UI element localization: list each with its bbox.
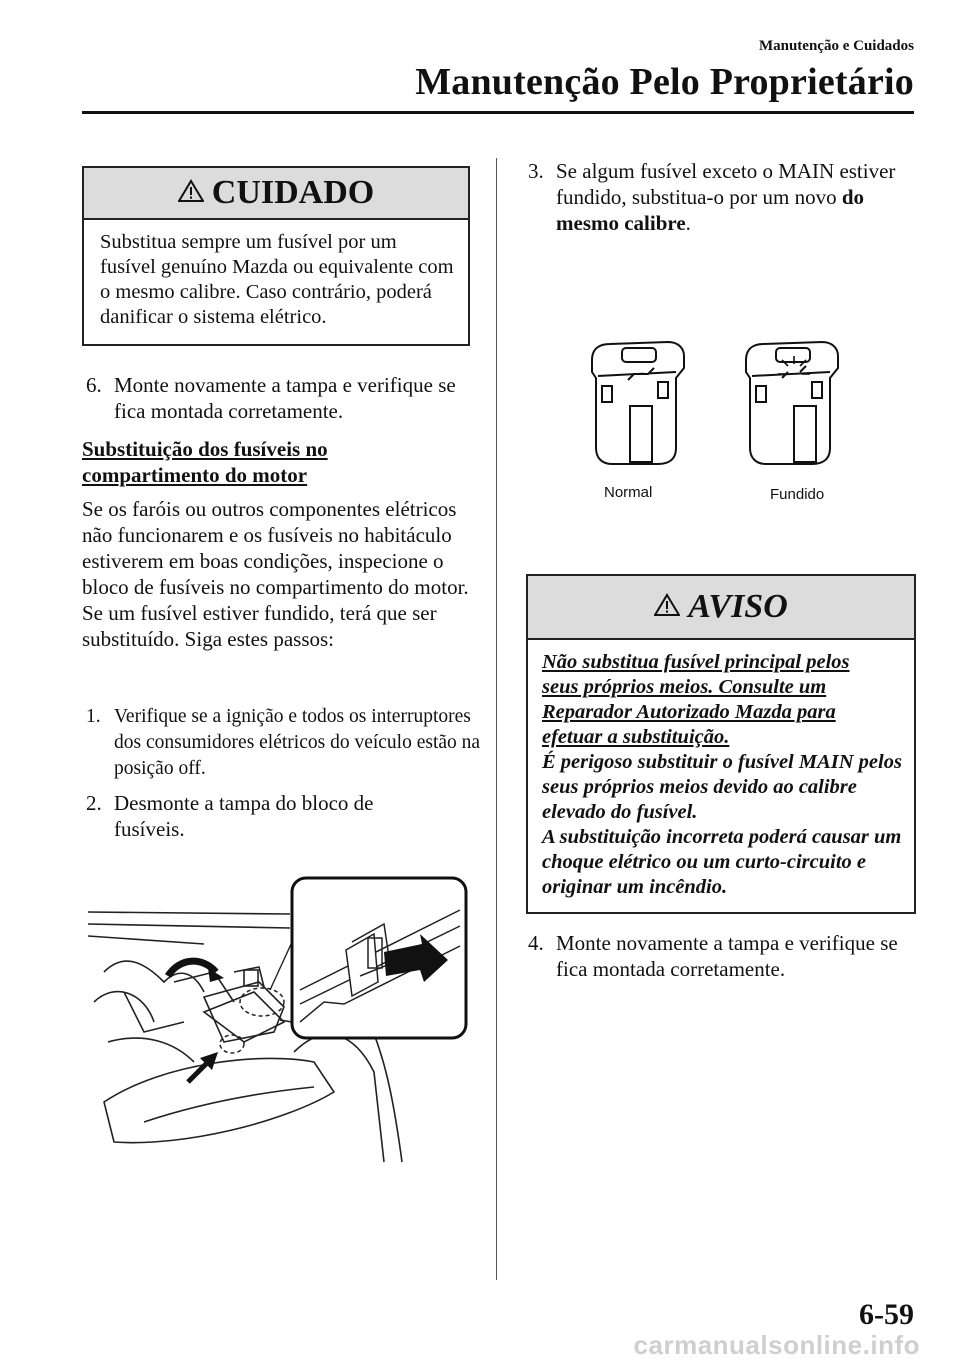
- step-3-text-c: .: [685, 211, 691, 235]
- aviso-underlined-line-3: Reparador Autorizado Mazda para: [542, 701, 836, 723]
- step-6-number: 6.: [86, 373, 102, 397]
- step-3-text-a: Se algum fusível exceto o MAIN estiver fundido, substitua-o por um novo: [556, 159, 896, 209]
- step-1-text: Verifique se a ignição e todos os interruptores dos consumidores elétricos do veículo estão na posição off.: [114, 706, 481, 779]
- section-label: Manutenção e Cuidados: [758, 38, 914, 54]
- step-2: [86, 790, 386, 842]
- column-divider: [496, 158, 497, 1280]
- step-2-number: 2.: [86, 791, 102, 815]
- aviso-header: [528, 576, 914, 640]
- fuse-normal-caption: Normal: [604, 484, 653, 501]
- page-title: Manutenção Pelo Proprietário: [415, 61, 914, 103]
- fuse-normal-illustration: [588, 338, 688, 468]
- step-6: [86, 372, 482, 424]
- warning-triangle-icon: [654, 588, 680, 626]
- step-4: [528, 930, 912, 982]
- fuse-blown-illustration: [742, 338, 842, 468]
- step-6-text: Monte novamente a tampa e verifique se fica montada corretamente.: [114, 373, 456, 423]
- aviso-box: [526, 574, 916, 914]
- cuidado-box: [82, 166, 470, 346]
- aviso-underlined-line-1: Não substitua fusível principal pelos: [542, 651, 850, 673]
- section-heading-line2: compartimento do motor: [82, 463, 308, 487]
- watermark-text: carmanualsonline.info: [633, 1330, 920, 1360]
- header-rule: [82, 111, 914, 114]
- aviso-underlined-line-2: seus próprios meios. Consulte um: [542, 676, 827, 698]
- page-number: 6-59: [859, 1298, 914, 1331]
- section-heading: [82, 436, 482, 488]
- step-3-number: 3.: [528, 159, 544, 183]
- step-2-text: Desmonte a tampa do bloco de fusíveis.: [114, 791, 374, 841]
- aviso-paragraph-1: É perigoso substituir o fusível MAIN pelos seus próprios meios devido ao calibre elevado do fusível.: [542, 751, 902, 823]
- step-4-number: 4.: [528, 931, 544, 955]
- warning-triangle-icon: [178, 174, 204, 212]
- cuidado-text: Substitua sempre um fusível por um fusível genuíno Mazda ou equivalente com o mesmo calibre. Caso contrário, poderá danificar o sistema elétrico.: [100, 231, 454, 328]
- step-1-number: 1.: [86, 706, 101, 727]
- cuidado-header: [84, 168, 468, 220]
- section-heading-line1: Substituição dos fusíveis no: [82, 437, 328, 461]
- fuse-blown-caption: Fundido: [770, 486, 825, 503]
- aviso-paragraph-2: A substituição incorreta poderá causar um choque elétrico ou um curto-circuito e originar um incêndio.: [542, 826, 902, 898]
- intro-paragraph: Se os faróis ou outros componentes elétricos não funcionarem e os fusíveis no habitáculo estiverem em boas condições, inspecione o bloco de fusíveis no compartimento do motor. Se um fusível estiver fundido, terá que ser substituído. Siga estes passos:: [82, 497, 469, 651]
- step-4-text: Monte novamente a tampa e verifique se fica montada corretamente.: [556, 931, 898, 981]
- step-3-text-bold: do mesmo calibre: [556, 185, 865, 235]
- aviso-underlined-line-4: efetuar a substituição.: [542, 726, 730, 748]
- step-3: [528, 158, 908, 236]
- engine-fuse-box-illustration: [84, 872, 470, 1164]
- aviso-title: AVISO: [688, 588, 788, 625]
- aviso-text: [528, 640, 914, 912]
- step-1: [86, 704, 482, 782]
- cuidado-title: CUIDADO: [211, 174, 375, 211]
- step-3-text: [556, 158, 908, 236]
